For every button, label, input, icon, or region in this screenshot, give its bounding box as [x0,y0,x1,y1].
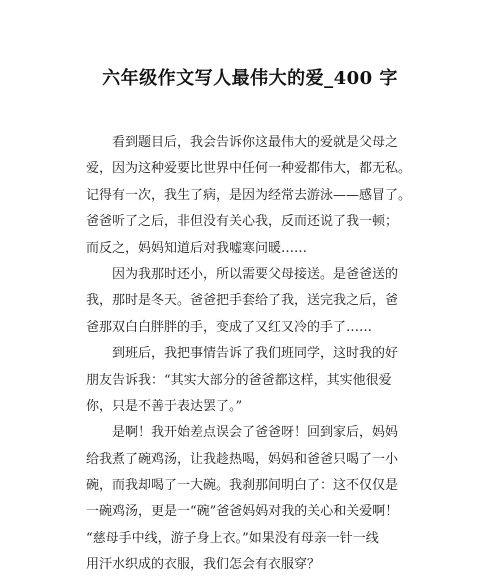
text-line: 碗，而我却喝了一大碗。我刹那间明白了：这不仅仅是 [86,478,399,494]
text-line: 一碗鸡汤，更是一“碗”爸爸妈妈对我的关心和关爱啊！ [86,504,399,520]
text-line: 爱，因为这种爱要比世界中任何一种爱都伟大，都无私。 [86,161,412,177]
text-line: 用汗水织成的衣服，我们怎会有衣服穿？ [86,557,321,573]
text-line: 爸爸听了之后，非但没有关心我，反而还说了我一顿； [86,214,399,230]
text-line: 因为我那时还小，所以需要父母接送。是爸爸送的 [86,266,399,282]
text-line: 到班后，我把事情告诉了我们班同学，这时我的好 [86,346,399,362]
text-line: 给我煮了碗鸡汤，让我趁热喝，妈妈和爸爸只喝了一小 [86,451,399,467]
text-line: 是啊！我开始差点误会了爸爸呀！回到家后，妈妈 [86,425,399,441]
text-line: 我，那时是冬天。爸爸把手套给了我，送完我之后，爸 [86,293,399,309]
text-line: 记得有一次，我生了病，是因为经常去游泳——感冒了。 [86,187,412,203]
article-body [86,130,422,579]
text-line: 你，只是不善于表达罢了。” [86,398,243,414]
text-line: 朋友告诉我：“其实大部分的爸爸都这样，其实他很爱 [86,372,392,388]
article-title: 六年级作文写人最伟大的爱_400 字 [102,68,398,89]
text-line: “慈母手中线，游子身上衣。”如果没有母亲一针一线 [86,530,379,546]
text-line: 爸那双白白胖胖的手，变成了又红又冷的手了…… [86,319,373,335]
text-line: 看到题目后，我会告诉你这最伟大的爱就是父母之 [86,135,399,150]
text-line: 而反之，妈妈知道后对我嘘寒问暖…… [86,240,308,256]
